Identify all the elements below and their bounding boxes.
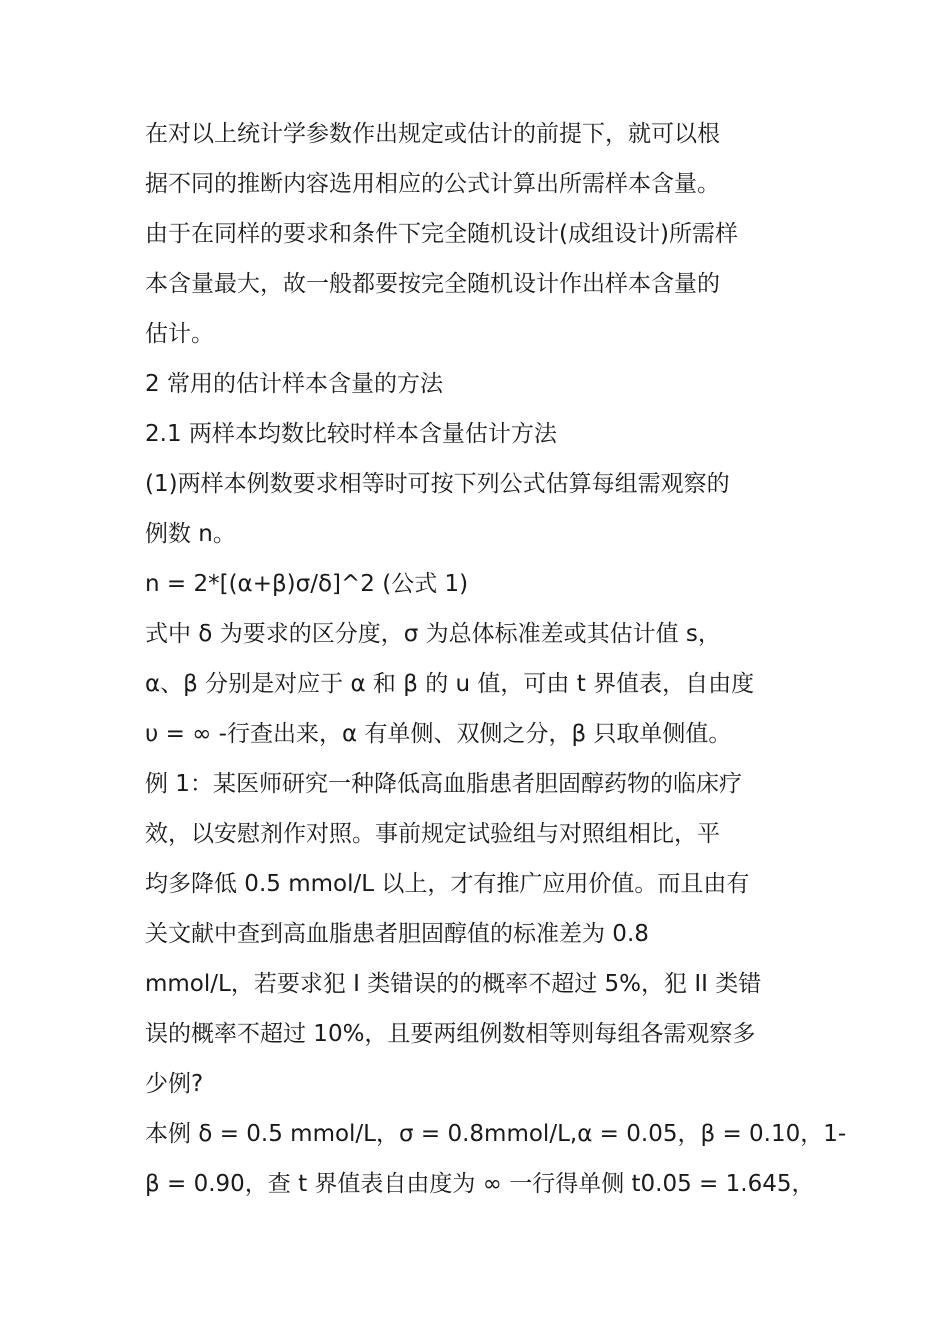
text-line: 由于在同样的要求和条件下完全随机设计(成组设计)所需样 <box>145 221 738 247</box>
text-line: 估计。 <box>145 321 214 347</box>
text-line: 据不同的推断内容选用相应的公式计算出所需样本含量。 <box>145 171 720 197</box>
section-heading: 2 常用的估计样本含量的方法 <box>145 371 443 397</box>
text-line: 均多降低 0.5 mmol/L 以上，才有推广应用价值。而且由有 <box>145 871 750 897</box>
text-line: 在对以上统计学参数作出规定或估计的前提下，就可以根 <box>145 121 720 147</box>
text-line: (1)两样本例数要求相等时可按下列公式估算每组需观察的 <box>145 471 730 497</box>
example-line: 例 1：某医师研究一种降低高血脂患者胆固醇药物的临床疗 <box>145 771 742 797</box>
text-line: υ = ∞ -行查出来，α 有单侧、双侧之分，β 只取单侧值。 <box>145 721 732 747</box>
text-line: 效，以安慰剂作对照。事前规定试验组与对照组相比，平 <box>145 821 720 847</box>
text-line: 关文献中查到高血脂患者胆固醇值的标准差为 0.8 <box>145 921 649 947</box>
text-line: α、β 分别是对应于 α 和 β 的 u 值，可由 t 界值表，自由度 <box>145 671 755 697</box>
text-line: 本例 δ = 0.5 mmol/L，σ = 0.8mmol/L,α = 0.05，β = 0.10，1- <box>145 1121 847 1147</box>
document-page <box>145 112 847 1212</box>
text-line: 例数 n。 <box>145 521 236 547</box>
formula-line: n = 2*[(α+β)σ/δ]^2 (公式 1) <box>145 571 469 597</box>
text-line: 式中 δ 为要求的区分度，σ 为总体标准差或其估计值 s， <box>145 621 721 647</box>
text-line: β = 0.90，查 t 界值表自由度为 ∞ 一行得单侧 t0.05 = 1.645， <box>145 1171 815 1197</box>
text-line: 误的概率不超过 10%，且要两组例数相等则每组各需观察多 <box>145 1021 756 1047</box>
text-line: 本含量最大，故一般都要按完全随机设计作出样本含量的 <box>145 271 720 297</box>
text-line: mmol/L，若要求犯 I 类错误的的概率不超过 5%，犯 II 类错 <box>145 971 762 997</box>
text-line: 少例? <box>145 1071 204 1097</box>
subsection-heading: 2.1 两样本均数比较时样本含量估计方法 <box>145 421 557 447</box>
